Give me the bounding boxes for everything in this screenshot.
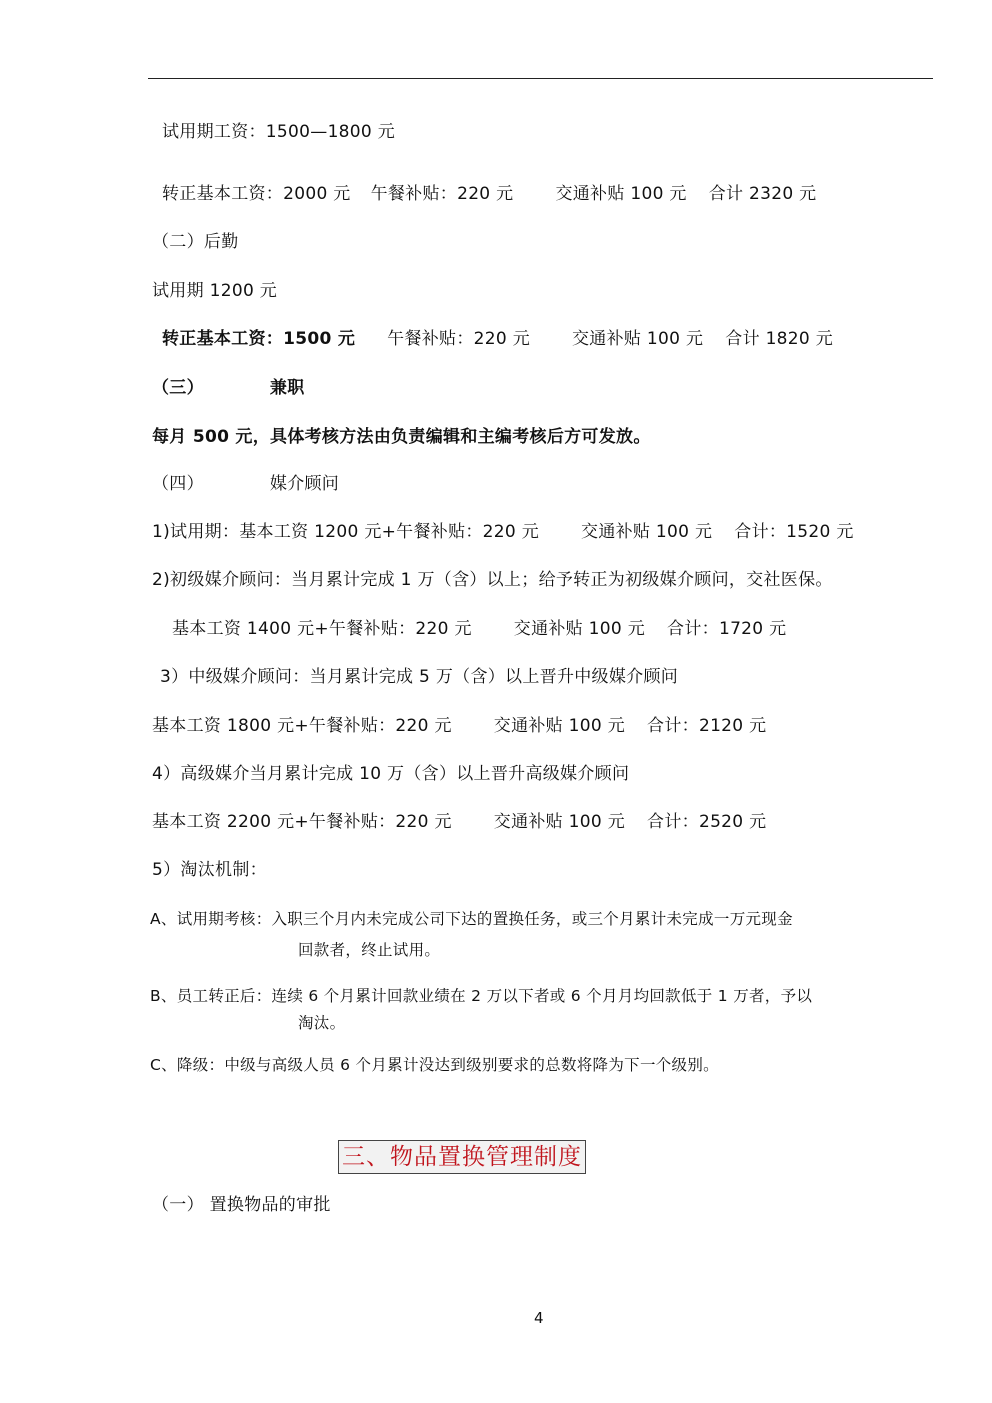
senior-total: 合计：2520 元 — [647, 812, 767, 832]
logistics-heading: （二）后勤 — [152, 232, 239, 252]
junior-transport: 交通补贴 100 元 — [513, 619, 646, 639]
logistics-lunch-allowance: 午餐补贴：220 元 — [387, 329, 530, 349]
media-heading — [152, 472, 339, 496]
regular-lunch-allowance: 午餐补贴：220 元 — [370, 184, 514, 204]
logistics-salary-line — [162, 327, 833, 351]
section-three-subheading: （一） 置换物品的审批 — [152, 1195, 331, 1215]
media-probation-transport: 交通补贴 100 元 — [581, 522, 713, 542]
regular-total: 合计 2320 元 — [708, 184, 817, 204]
mid-salary-line — [152, 714, 766, 738]
mid-total: 合计：2120 元 — [647, 716, 767, 736]
senior-transport: 交通补贴 100 元 — [493, 812, 626, 832]
parttime-body: 每月 500 元，具体考核方法由负责编辑和主编考核后方可发放。 — [152, 427, 651, 447]
junior-salary-line — [172, 617, 786, 641]
logistics-probation-line: 试用期 1200 元 — [152, 281, 278, 301]
media-probation-line — [152, 520, 854, 544]
parttime-heading — [152, 376, 305, 400]
rule-a-line-2: 回款者，终止试用。 — [298, 941, 441, 959]
rule-b-line-2: 淘汰。 — [298, 1014, 346, 1032]
rule-b-line-1: B、员工转正后：连续 6 个月累计回款业绩在 2 万以下者或 6 个月月均回款低于 1 万者，予以 — [150, 987, 813, 1005]
regular-transport-allowance: 交通补贴 100 元 — [555, 184, 687, 204]
junior-condition-line: 2)初级媒介顾问：当月累计完成 1 万（含）以上；给予转正为初级媒介顾问，交社医保。 — [152, 570, 833, 590]
junior-total: 合计：1720 元 — [667, 619, 787, 639]
elimination-heading: 5）淘汰机制： — [152, 860, 267, 880]
rule-c-line: C、降级：中级与高级人员 6 个月累计没达到级别要求的总数将降为下一个级别。 — [150, 1056, 719, 1074]
parttime-heading-title: 兼职 — [269, 378, 305, 398]
logistics-transport-allowance: 交通补贴 100 元 — [572, 329, 704, 349]
media-probation-base: 1)试用期：基本工资 1200 元+午餐补贴：220 元 — [152, 522, 540, 542]
media-heading-title: 媒介顾问 — [269, 474, 340, 494]
senior-condition-line: 4）高级媒介当月累计完成 10 万（含）以上晋升高级媒介顾问 — [152, 764, 630, 784]
senior-base: 基本工资 2200 元+午餐补贴：220 元 — [152, 812, 452, 832]
regular-base-salary: 转正基本工资：2000 元 — [162, 184, 351, 204]
media-heading-number: （四） — [152, 474, 204, 494]
section-three-title: 三、物品置换管理制度 — [338, 1140, 586, 1174]
header-rule — [148, 78, 933, 79]
mid-condition-line: 3）中级媒介顾问：当月累计完成 5 万（含）以上晋升中级媒介顾问 — [160, 667, 679, 687]
parttime-heading-number: （三） — [152, 378, 204, 398]
rule-a-line-1: A、试用期考核：入职三个月内未完成公司下达的置换任务，或三个月累计未完成一万元现金 — [150, 910, 793, 928]
page-number: 4 — [534, 1309, 544, 1327]
junior-base: 基本工资 1400 元+午餐补贴：220 元 — [172, 619, 472, 639]
mid-transport: 交通补贴 100 元 — [493, 716, 626, 736]
senior-salary-line — [152, 810, 766, 834]
probation-salary-line: 试用期工资：1500—1800 元 — [162, 122, 396, 142]
logistics-total: 合计 1820 元 — [725, 329, 834, 349]
regular-salary-line — [162, 182, 816, 206]
media-probation-total: 合计：1520 元 — [734, 522, 854, 542]
logistics-base-salary: 转正基本工资：1500 元 — [162, 329, 356, 349]
mid-base: 基本工资 1800 元+午餐补贴：220 元 — [152, 716, 452, 736]
